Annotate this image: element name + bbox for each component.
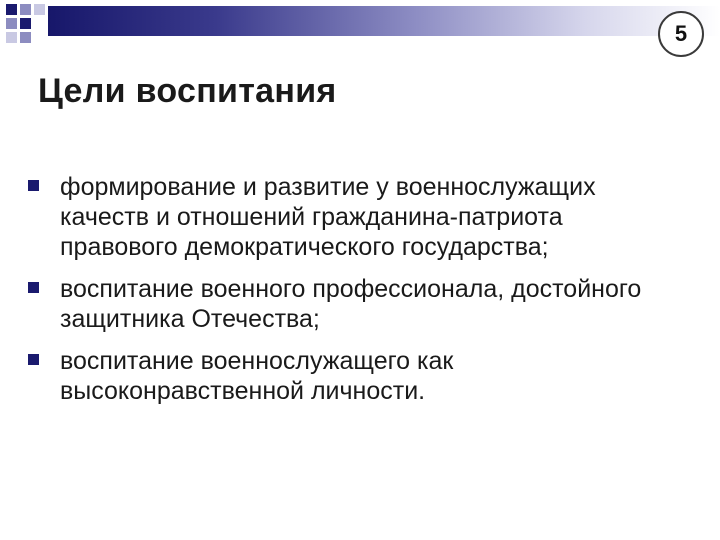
decor-square <box>20 32 31 43</box>
decor-square <box>6 4 17 15</box>
decor-square <box>6 18 17 29</box>
decor-square <box>20 4 31 15</box>
bullet-text: воспитание военнослужащего как высоконравственной личности. <box>60 347 454 405</box>
bullet-text: воспитание военного профессионала, достойного защитника Отечества; <box>60 275 642 333</box>
list-item <box>24 346 664 406</box>
slide-number-badge: 5 <box>658 11 704 57</box>
decor-square <box>6 32 17 43</box>
slide-title: Цели воспитания <box>38 72 337 110</box>
list-item <box>24 274 664 334</box>
square-bullet-icon <box>28 354 39 365</box>
decor-square <box>34 4 45 15</box>
list-item <box>24 172 664 262</box>
bullet-list <box>24 172 664 418</box>
square-bullet-icon <box>28 282 39 293</box>
decor-square <box>20 18 31 29</box>
bullet-text: формирование и развитие у военнослужащих качеств и отношений гражданина-патриота правового демократического государства; <box>60 173 596 261</box>
header-gradient-bar <box>48 6 720 36</box>
square-bullet-icon <box>28 180 39 191</box>
